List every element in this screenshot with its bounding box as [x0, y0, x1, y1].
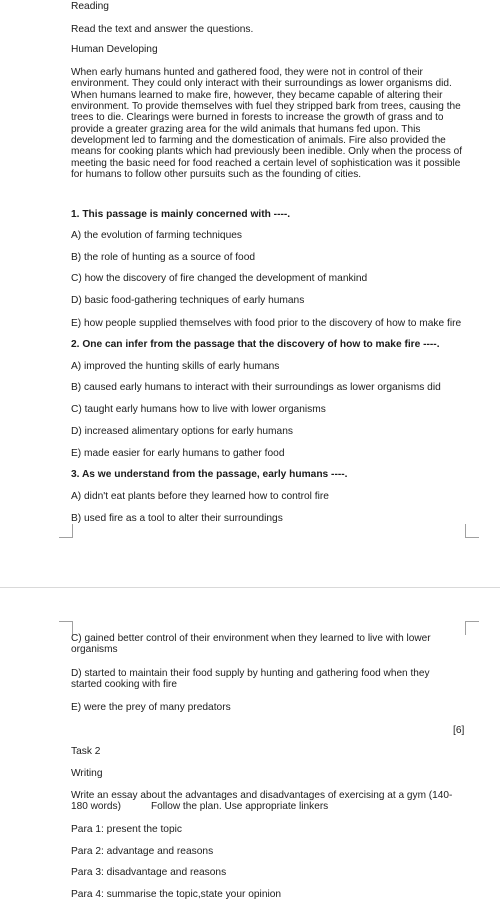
question-2: 2. One can infer from the passage that the discovery of how to make fire ----. [71, 339, 440, 350]
section-title: Reading [71, 1, 109, 12]
essay-prompt [71, 790, 456, 813]
question-1: 1. This passage is mainly concerned with ----. [71, 209, 291, 220]
task-title: Task 2 [71, 746, 101, 757]
marks-label: [6] [453, 725, 465, 736]
q1-option-d: D) basic food-gathering techniques of early humans [71, 295, 305, 306]
page-corner-mark [465, 524, 479, 538]
q2-option-d: D) increased alimentary options for early humans [71, 426, 293, 437]
instruction-text: Read the text and answer the questions. [71, 24, 254, 35]
plan-para-3: Para 3: disadvantage and reasons [71, 867, 227, 878]
q2-option-c: C) taught early humans how to live with lower organisms [71, 404, 326, 415]
q3-option-b: B) used fire as a tool to alter their surroundings [71, 513, 283, 524]
q2-option-e: E) made easier for early humans to gather food [71, 448, 285, 459]
essay-plan-note: Follow the plan. Use appropriate linkers [150, 801, 329, 813]
document-page-2 [0, 588, 500, 910]
essay-prompt-text: Write an essay about the advantages and disadvantages of exercising at a gym (140-180 words) [71, 790, 453, 813]
q3-option-e: E) were the prey of many predators [71, 702, 231, 713]
q1-option-e: E) how people supplied themselves with food prior to the discovery of how to make fire [71, 318, 462, 329]
page-corner-mark [465, 621, 479, 635]
q3-option-d: D) started to maintain their food supply by hunting and gathering food when they started cooking with fire [71, 668, 430, 691]
passage-title: Human Developing [71, 44, 158, 55]
q1-option-b: B) the role of hunting as a source of food [71, 252, 256, 263]
q1-option-a: A) the evolution of farming techniques [71, 230, 243, 241]
page-corner-mark [59, 524, 73, 538]
question-3: 3. As we understand from the passage, early humans ----. [71, 469, 348, 480]
q2-option-b: B) caused early humans to interact with their surroundings as lower organisms did [71, 382, 441, 393]
q2-option-a: A) improved the hunting skills of early humans [71, 361, 280, 372]
plan-para-1: Para 1: present the topic [71, 824, 182, 835]
q3-option-a: A) didn't eat plants before they learned how to control fire [71, 491, 329, 502]
q1-option-c: C) how the discovery of fire changed the development of mankind [71, 273, 368, 284]
plan-para-2: Para 2: advantage and reasons [71, 846, 214, 857]
reading-passage: When early humans hunted and gathered food, they were not in control of their environment. They could only interact with their surroundings as lower organisms did. When humans learned to make fire, however, they became capable of altering their environment. To provide themselves with fuel they stripped bark from trees, causing the trees to die. Clearings were burned in forests to increase the growth of grass and to provide a greater grazing area for the wild animals that humans fed upon. This development led to farming and the domestication of animals. Fire also provided the means for cooking plants which had previously been inedible. Only when the process of meeting the basic need for food reached a certain level of sophistication was it possible for humans to follow other pursuits such as the founding of cities. [71, 67, 463, 181]
writing-title: Writing [71, 768, 103, 779]
q3-option-c: C) gained better control of their environment when they learned to live with lower organisms [71, 633, 431, 656]
plan-para-4: Para 4: summarise the topic,state your opinion [71, 889, 282, 900]
